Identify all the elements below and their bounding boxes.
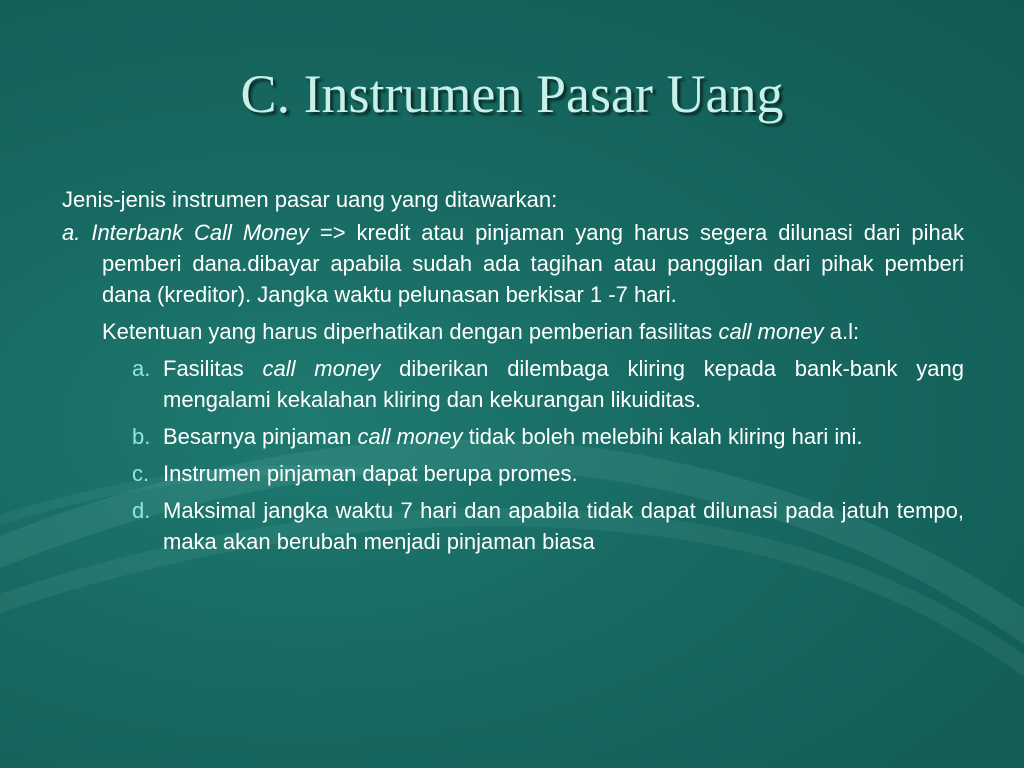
condition-item-d-text: Maksimal jangka waktu 7 hari dan apabila tidak dapat dilunasi pada jatuh tempo, maka akan berubah menjadi pinjaman biasa bbox=[163, 498, 964, 554]
conditions-list bbox=[62, 353, 964, 557]
intro-text: Jenis-jenis instrumen pasar uang yang ditawarkan: bbox=[62, 187, 558, 212]
condition-item-a-marker: a. bbox=[132, 356, 151, 381]
conditions-lead: Ketentuan yang harus diperhatikan dengan pemberian fasilitas bbox=[102, 319, 713, 344]
condition-item-c bbox=[132, 458, 964, 489]
list-item-a-arrow: => bbox=[319, 220, 346, 245]
condition-item-b-after: tidak boleh melebihi kalah kliring hari ini. bbox=[468, 424, 863, 449]
list-item-a-term: Interbank Call Money bbox=[91, 220, 309, 245]
conditions-tail: a.l: bbox=[829, 319, 860, 344]
slide-title: C. Instrumen Pasar Uang bbox=[240, 64, 784, 124]
condition-item-b-term: call money bbox=[357, 424, 463, 449]
slide-body bbox=[62, 184, 964, 563]
list-item-a bbox=[62, 217, 964, 310]
condition-item-b-marker: b. bbox=[132, 424, 151, 449]
condition-item-d-marker: d. bbox=[132, 498, 151, 523]
conditions-term: call money bbox=[718, 319, 824, 344]
condition-item-c-text: Instrumen pinjaman dapat berupa promes. bbox=[163, 461, 578, 486]
list-item-a-text: kredit atau pinjaman yang harus segera dilunasi dari pihak pemberi dana.dibayar apabila sudah ada tagihan atau panggilan dari pihak pemberi dana (kreditor). Jangka waktu pelunasan berkisar 1 -7 hari. bbox=[102, 220, 964, 307]
condition-item-b-before: Besarnya pinjaman bbox=[163, 424, 352, 449]
condition-item-a bbox=[132, 353, 964, 415]
condition-item-a-before: Fasilitas bbox=[163, 356, 244, 381]
condition-item-d bbox=[132, 495, 964, 557]
list-item-a-marker: a. bbox=[62, 220, 81, 245]
condition-item-a-after: diberikan dilembaga kliring kepada bank-bank yang mengalami kekalahan kliring dan kekurangan likuiditas. bbox=[163, 356, 964, 412]
conditions-text bbox=[62, 316, 964, 347]
condition-item-b bbox=[132, 421, 964, 452]
condition-item-a-term: call money bbox=[262, 356, 381, 381]
condition-item-c-marker: c. bbox=[132, 461, 150, 486]
